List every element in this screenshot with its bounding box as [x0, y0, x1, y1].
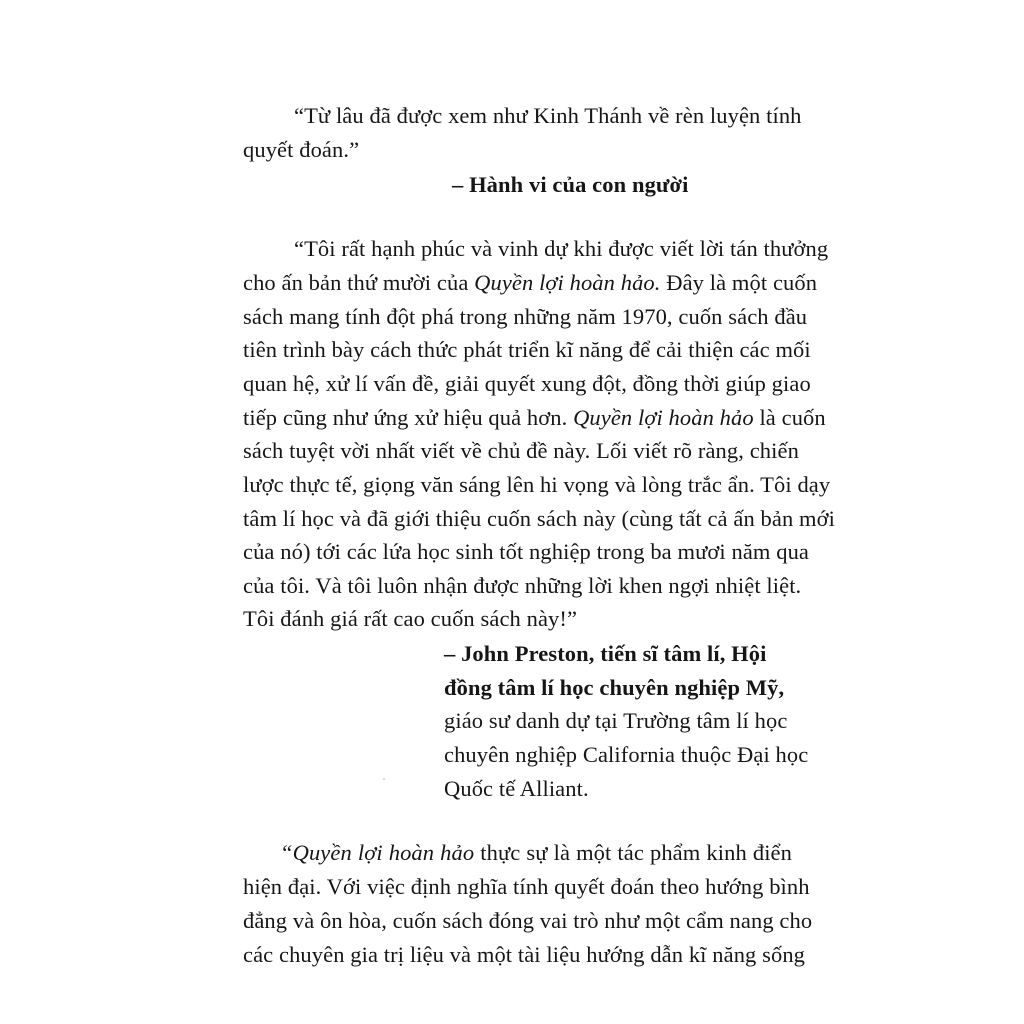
quote3-line-1-post: thực sự là một tác phẩm kinh điển	[474, 840, 792, 865]
quote2-line-11: của tôi. Và tôi luôn nhận được những lời khen ngợi nhiệt liệt.	[243, 573, 802, 598]
quote2-line-3: sách mang tính đột phá trong những năm 1970, cuốn sách đầu	[243, 304, 808, 329]
quote2-attribution-line-2: đồng tâm lí học chuyên nghiệp Mỹ,	[444, 675, 785, 700]
quote2-line-9: tâm lí học và đã giới thiệu cuốn sách này (cùng tất cả ấn bản mới	[243, 506, 835, 531]
quote3-line-3: đẳng và ôn hòa, cuốn sách đóng vai trò như một cẩm nang cho	[243, 908, 813, 933]
quote2-attribution-line-5: Quốc tế Alliant.	[444, 776, 589, 801]
quote2-line-2-post: Đây là một cuốn	[660, 270, 818, 295]
quote2-line-2-pre: cho ấn bản thứ mười của	[243, 270, 475, 295]
book-title: Quyền lợi hoàn hảo.	[474, 270, 661, 295]
book-title: “Quyền lợi hoàn hảo	[280, 840, 475, 865]
quote3-line-4: các chuyên gia trị liệu và một tài liệu hướng dẫn kĩ năng sống	[243, 942, 806, 967]
quote1-line-2: quyết đoán.”	[243, 137, 360, 162]
quote3-line-2: hiện đại. Với việc định nghĩa tính quyết đoán theo hướng bình	[243, 874, 810, 899]
quote2-line-7: sách tuyệt vời nhất viết về chủ đề này. Lối viết rõ ràng, chiến	[243, 438, 799, 463]
quote2-attribution-line-1: – John Preston, tiến sĩ tâm lí, Hội	[444, 641, 767, 666]
quote2-line-2	[243, 268, 818, 298]
quote2-line-5: quan hệ, xử lí vấn đề, giải quyết xung đột, đồng thời giúp giao	[243, 371, 811, 396]
quote2-attribution-line-3: giáo sư danh dự tại Trường tâm lí học	[444, 708, 788, 733]
quote2-line-10: của nó) tới các lứa học sinh tốt nghiệp trong ba mươi năm qua	[243, 539, 810, 564]
quote1-attribution: – Hành vi của con người	[452, 172, 689, 197]
quote2-line-12: Tôi đánh giá rất cao cuốn sách này!”	[243, 606, 578, 631]
quote2-line-8: lược thực tế, giọng văn sáng lên hi vọng và lòng trắc ẩn. Tôi dạy	[243, 472, 831, 497]
quote2-attribution-line-4: chuyên nghiệp California thuộc Đại học	[444, 742, 809, 767]
quote2-line-4: tiên trình bày cách thức phát triển kĩ năng để cải thiện các mối	[243, 337, 811, 362]
quote2-line-1: “Tôi rất hạnh phúc và vinh dự khi được viết lời tán thưởng	[294, 236, 829, 261]
quote2-line-6	[243, 403, 826, 433]
quote3-line-1	[280, 838, 792, 868]
book-title: Quyền lợi hoàn hảo	[573, 405, 754, 430]
speck-mark	[383, 778, 385, 780]
quote1-line-1: “Từ lâu đã được xem như Kinh Thánh về rèn luyện tính	[294, 103, 802, 128]
quote2-line-6-pre: tiếp cũng như ứng xử hiệu quả hơn.	[243, 405, 574, 430]
quote2-line-6-post: là cuốn	[753, 405, 826, 430]
